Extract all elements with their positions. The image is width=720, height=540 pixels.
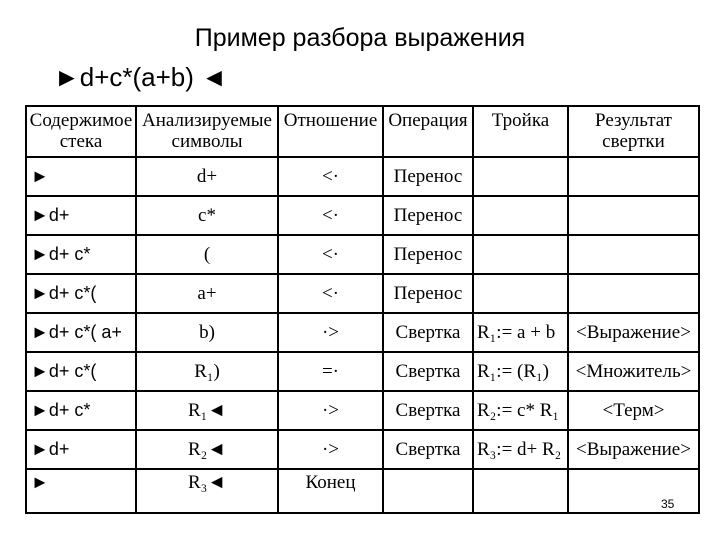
cell-triple — [473, 196, 568, 235]
table-row — [26, 352, 699, 391]
table-row — [26, 469, 699, 513]
cell-operation — [383, 469, 473, 513]
cell-relation: ·> — [278, 391, 383, 430]
table-row — [26, 313, 699, 352]
cell-triple: R₂:= c* R₁ — [473, 391, 568, 430]
cell-operation: Перенос — [383, 235, 473, 274]
cell-stack: ►d+ c*( — [26, 274, 136, 313]
cell-stack: ►d+ — [26, 196, 136, 235]
cell-triple — [473, 157, 568, 196]
cell-stack: ► — [26, 157, 136, 196]
cell-analyzed: R₂◄ — [136, 430, 278, 469]
input-expression: ►d+c*(a+b) ◄ — [54, 62, 227, 92]
cell-relation: ·> — [278, 430, 383, 469]
cell-triple — [473, 235, 568, 274]
table-row — [26, 196, 699, 235]
cell-triple: R₁:= (R₁) — [473, 352, 568, 391]
cell-stack: ►d+ c* — [26, 235, 136, 274]
cell-relation: Конец — [278, 469, 383, 513]
cell-result — [568, 274, 699, 313]
header-stack: Содержимое стека — [26, 106, 136, 157]
cell-relation: <· — [278, 235, 383, 274]
cell-operation: Перенос — [383, 274, 473, 313]
cell-analyzed: d+ — [136, 157, 278, 196]
cell-analyzed: R₃◄ — [136, 469, 278, 513]
cell-analyzed: c* — [136, 196, 278, 235]
cell-triple: R₃:= d+ R₂ — [473, 430, 568, 469]
cell-stack: ► — [26, 469, 136, 513]
table-row — [26, 391, 699, 430]
cell-operation: Перенос — [383, 196, 473, 235]
cell-relation: <· — [278, 274, 383, 313]
parse-table — [25, 105, 700, 514]
cell-triple: R₁:= a + b — [473, 313, 568, 352]
cell-operation: Свертка — [383, 391, 473, 430]
cell-stack: ►d+ — [26, 430, 136, 469]
cell-result — [568, 157, 699, 196]
cell-analyzed: R₁) — [136, 352, 278, 391]
table-row — [26, 430, 699, 469]
cell-relation: <· — [278, 157, 383, 196]
cell-result: <Выражение> — [568, 430, 699, 469]
header-result: Результат свертки — [568, 106, 699, 157]
cell-triple — [473, 274, 568, 313]
table-row — [26, 274, 699, 313]
table-header-row — [26, 106, 699, 157]
cell-relation: <· — [278, 196, 383, 235]
cell-analyzed: ( — [136, 235, 278, 274]
header-analyzed: Анализируемые символы — [136, 106, 278, 157]
cell-stack: ►d+ c*( a+ — [26, 313, 136, 352]
cell-result — [568, 196, 699, 235]
cell-analyzed: a+ — [136, 274, 278, 313]
cell-relation: ·> — [278, 313, 383, 352]
cell-analyzed: b) — [136, 313, 278, 352]
cell-analyzed: R₁◄ — [136, 391, 278, 430]
cell-operation: Свертка — [383, 313, 473, 352]
cell-relation: =· — [278, 352, 383, 391]
cell-operation: Свертка — [383, 352, 473, 391]
header-relation: Отношение — [278, 106, 383, 157]
table-row — [26, 157, 699, 196]
cell-result: <Терм> — [568, 391, 699, 430]
cell-result: <Выражение> — [568, 313, 699, 352]
cell-stack: ►d+ c* — [26, 391, 136, 430]
cell-result — [568, 235, 699, 274]
header-operation: Операция — [383, 106, 473, 157]
cell-result — [568, 469, 699, 513]
header-triple: Тройка — [473, 106, 568, 157]
page-number: 35 — [661, 497, 675, 511]
cell-operation: Свертка — [383, 430, 473, 469]
cell-stack: ►d+ c*( — [26, 352, 136, 391]
table-row — [26, 235, 699, 274]
cell-result: <Множитель> — [568, 352, 699, 391]
cell-operation: Перенос — [383, 157, 473, 196]
cell-triple — [473, 469, 568, 513]
slide-title: Пример разбора выражения — [194, 24, 526, 52]
